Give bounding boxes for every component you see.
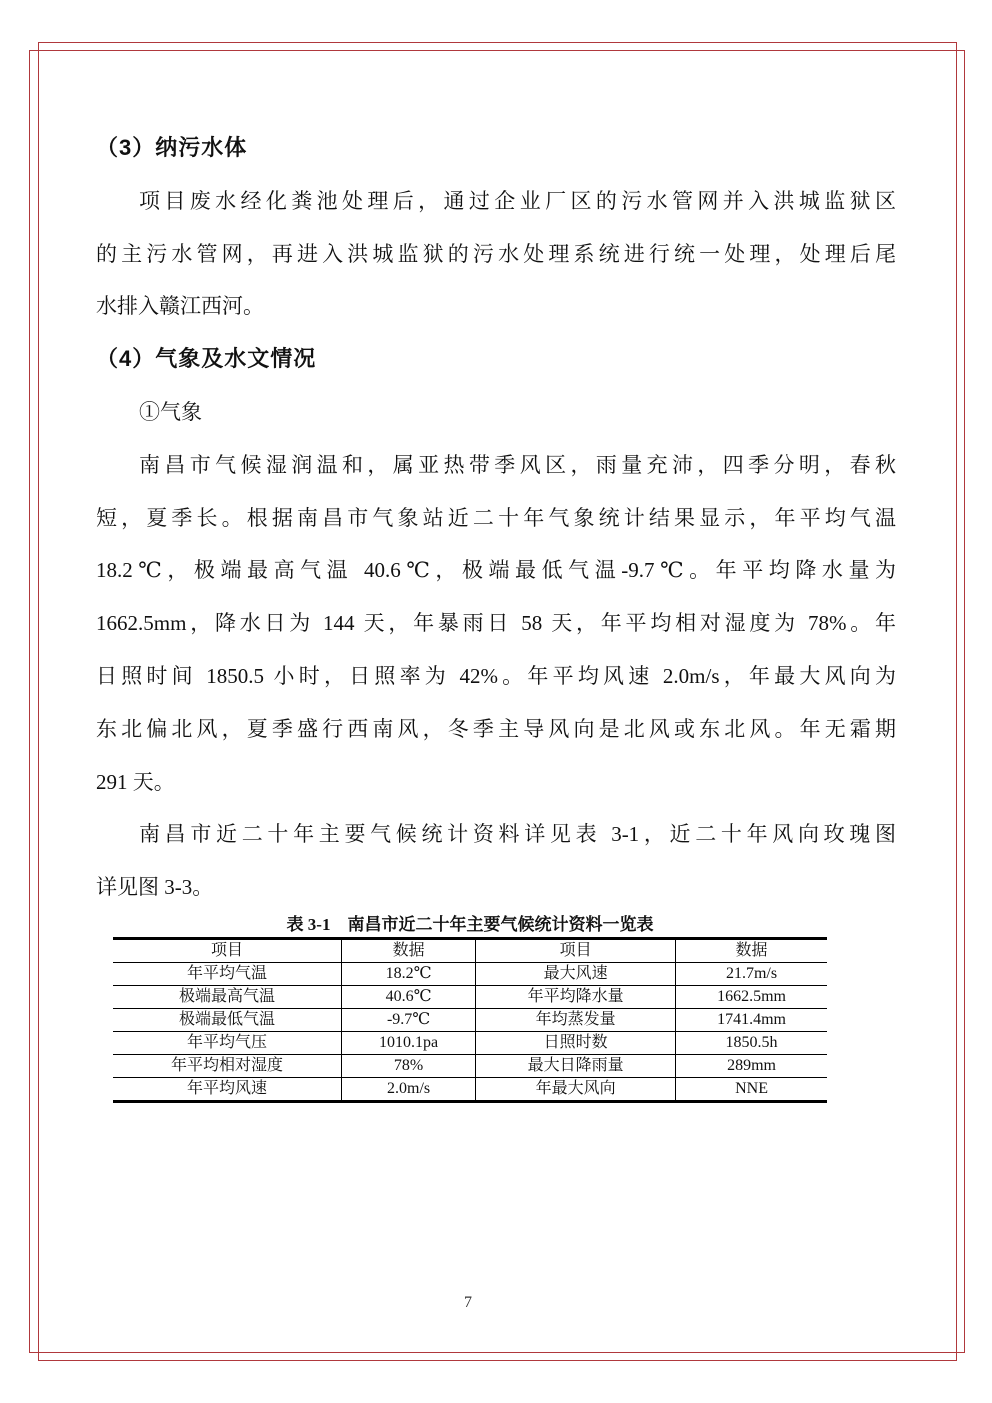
table-cell: 18.2℃ — [341, 962, 475, 985]
column-header: 项目 — [476, 938, 676, 962]
table-cell: 年最大风向 — [476, 1077, 676, 1101]
table-cell: 年平均降水量 — [476, 985, 676, 1008]
column-header: 数据 — [341, 938, 475, 962]
table-cell: 年平均相对湿度 — [113, 1054, 341, 1077]
paragraph-line: 东北偏北风，夏季盛行西南风，冬季主导风向是北风或东北风。年无霜期 — [96, 716, 896, 741]
paragraph-line: 日照时间 1850.5 小时，日照率为 42%。年平均风速 2.0m/s，年最大风向为 — [96, 663, 896, 688]
table-cell: 日照时数 — [476, 1031, 676, 1054]
table-row — [113, 1054, 827, 1077]
table-cell: 21.7m/s — [676, 962, 827, 985]
table-cell: 1662.5mm — [676, 985, 827, 1008]
table-cell: 40.6℃ — [341, 985, 475, 1008]
paragraph-line: 详见图 3-3。 — [96, 875, 214, 900]
table-cell: 最大风速 — [476, 962, 676, 985]
table-row — [113, 962, 827, 985]
paragraph-line: 短，夏季长。根据南昌市气象站近二十年气象统计结果显示，年平均气温 — [96, 505, 896, 530]
table-cell: 年平均气压 — [113, 1031, 341, 1054]
table-cell: 78% — [341, 1054, 475, 1077]
table-cell: -9.7℃ — [341, 1008, 475, 1031]
table-cell: 1010.1pa — [341, 1031, 475, 1054]
table-cell: 最大日降雨量 — [476, 1054, 676, 1077]
page-number: 7 — [464, 1294, 472, 1311]
document-content — [96, 122, 896, 1103]
table-cell: 极端最高气温 — [113, 985, 341, 1008]
table-row — [113, 985, 827, 1008]
table-caption: 表 3-1 南昌市近二十年主要气候统计资料一览表 — [286, 914, 654, 934]
subsection-heading: ①气象 — [139, 399, 202, 424]
paragraph-line: 项目废水经化粪池处理后，通过企业厂区的污水管网并入洪城监狱区 — [139, 188, 896, 213]
table-cell: 极端最低气温 — [113, 1008, 341, 1031]
paragraph-line: 南昌市气候湿润温和，属亚热带季风区，雨量充沛，四季分明，春秋 — [139, 452, 896, 477]
table-header-row — [113, 938, 827, 962]
climate-table-block — [113, 914, 827, 1103]
table-cell: 1850.5h — [676, 1031, 827, 1054]
paragraph-line: 的主污水管网，再进入洪城监狱的污水处理系统进行统一处理，处理后尾 — [96, 241, 896, 266]
column-header: 数据 — [676, 938, 827, 962]
table-row — [113, 1031, 827, 1054]
section-heading-4: （4）气象及水文情况 — [96, 346, 317, 372]
paragraph-line: 18.2℃，极端最高气温 40.6℃，极端最低气温-9.7℃。年平均降水量为 — [96, 558, 896, 583]
table-row — [113, 1077, 827, 1101]
paragraph-line: 1662.5mm，降水日为 144 天，年暴雨日 58 天，年平均相对湿度为 78%。年 — [96, 611, 896, 636]
table-row — [113, 1008, 827, 1031]
column-header: 项目 — [113, 938, 341, 962]
table-cell: 年均蒸发量 — [476, 1008, 676, 1031]
table-cell: 年平均气温 — [113, 962, 341, 985]
paragraph-line: 水排入赣江西河。 — [96, 294, 264, 319]
table-cell: 1741.4mm — [676, 1008, 827, 1031]
table-cell: 年平均风速 — [113, 1077, 341, 1101]
paragraph-line: 南昌市近二十年主要气候统计资料详见表 3-1，近二十年风向玫瑰图 — [139, 822, 896, 847]
climate-statistics-table — [113, 937, 827, 1103]
table-cell: 2.0m/s — [341, 1077, 475, 1101]
table-cell: NNE — [676, 1077, 827, 1101]
table-cell: 289mm — [676, 1054, 827, 1077]
section-heading-3: （3）纳污水体 — [96, 135, 248, 160]
paragraph-line: 291 天。 — [96, 769, 175, 794]
